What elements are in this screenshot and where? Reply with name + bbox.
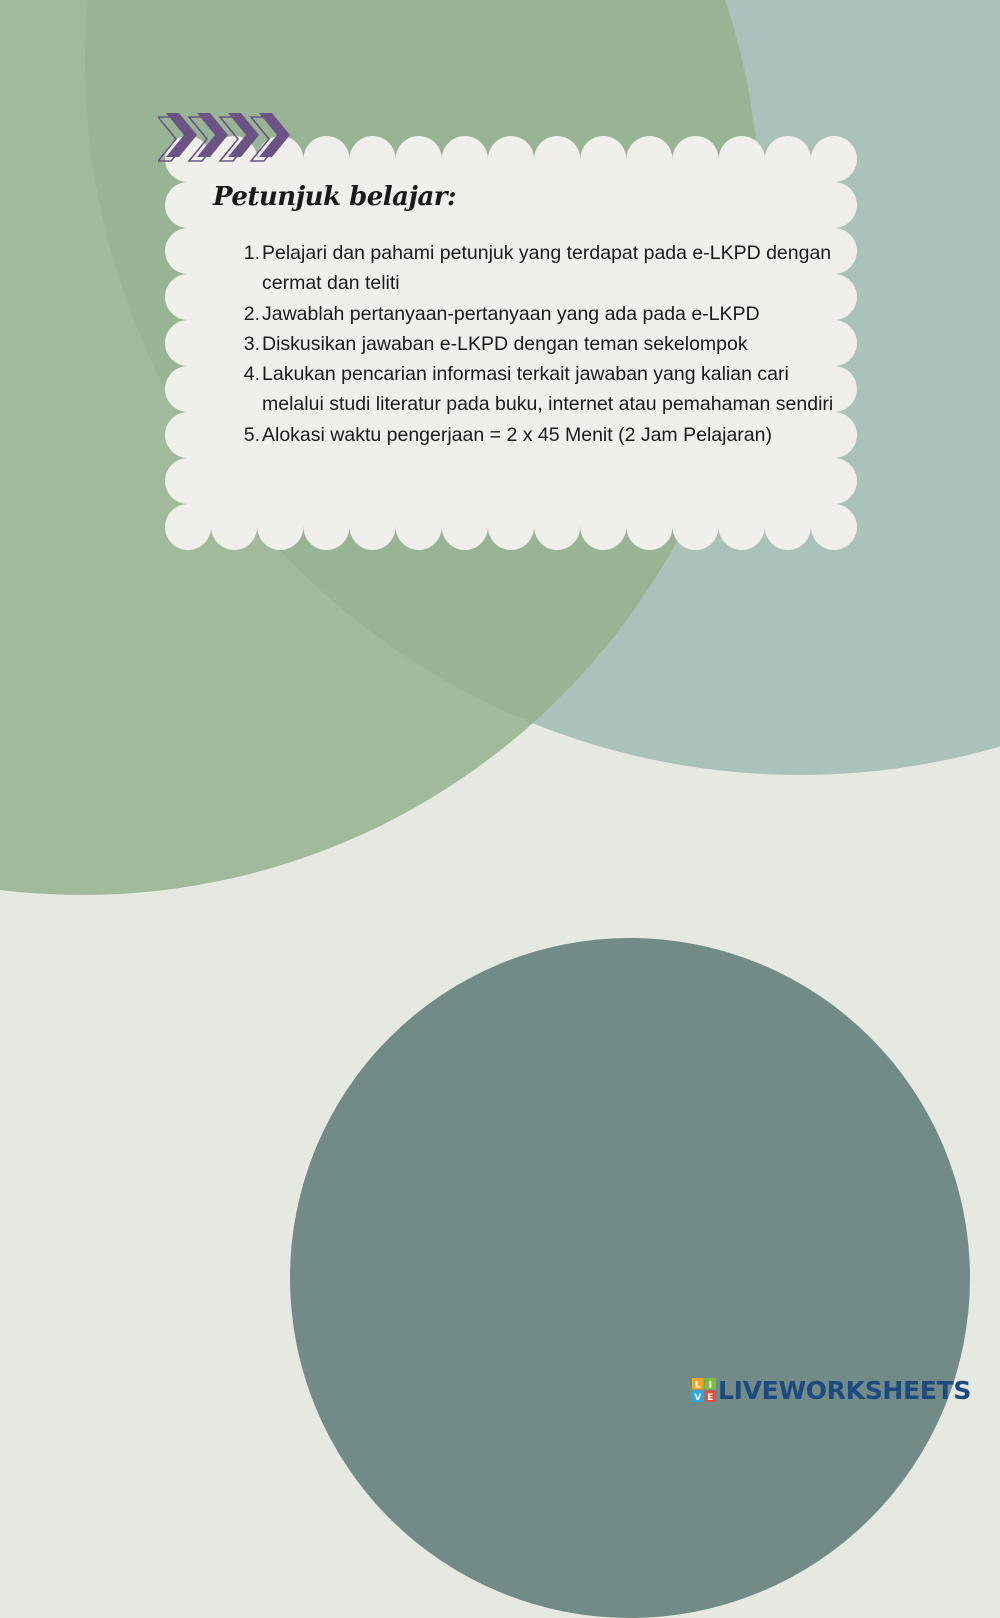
item-number: 3. [243, 332, 260, 355]
instruction-item [237, 299, 837, 329]
instruction-list [237, 238, 837, 450]
instruction-item [237, 359, 837, 420]
background-circle-dark [290, 938, 970, 1618]
chevron-arrows-icon [158, 113, 298, 165]
item-number: 2. [243, 302, 260, 325]
icon-letter: E [707, 1392, 714, 1402]
item-text: Lakukan pencarian informasi terkait jawaban yang kalian cari melalui studi literatur pada buku, internet atau pemahaman sendiri [262, 363, 834, 416]
liveworksheets-logo [692, 1376, 971, 1404]
item-number: 4. [243, 363, 260, 386]
item-text: Pelajari dan pahami petunjuk yang terdapat pada e-LKPD dengan cermat dan teliti [262, 242, 832, 295]
instruction-item [237, 238, 837, 299]
item-text: Jawablah pertanyaan-pertanyaan yang ada pada e-LKPD [262, 302, 760, 325]
icon-letter: I [708, 1380, 712, 1391]
card-title: Petunjuk belajar: [213, 182, 457, 212]
item-number: 5. [243, 423, 260, 446]
instruction-item [237, 420, 837, 450]
instruction-item [237, 329, 837, 359]
icon-letter: V [694, 1392, 702, 1402]
item-number: 1. [243, 242, 260, 264]
watermark-text: LIVEWORKSHEETS [718, 1375, 972, 1405]
item-text: Diskusikan jawaban e-LKPD dengan teman sekelompok [262, 332, 748, 355]
item-text: Alokasi waktu pengerjaan = 2 x 45 Menit (2 Jam Pelajaran) [262, 423, 772, 446]
instruction-card [165, 136, 857, 550]
icon-letter: L [694, 1380, 701, 1391]
liveworksheets-icon [692, 1378, 716, 1402]
